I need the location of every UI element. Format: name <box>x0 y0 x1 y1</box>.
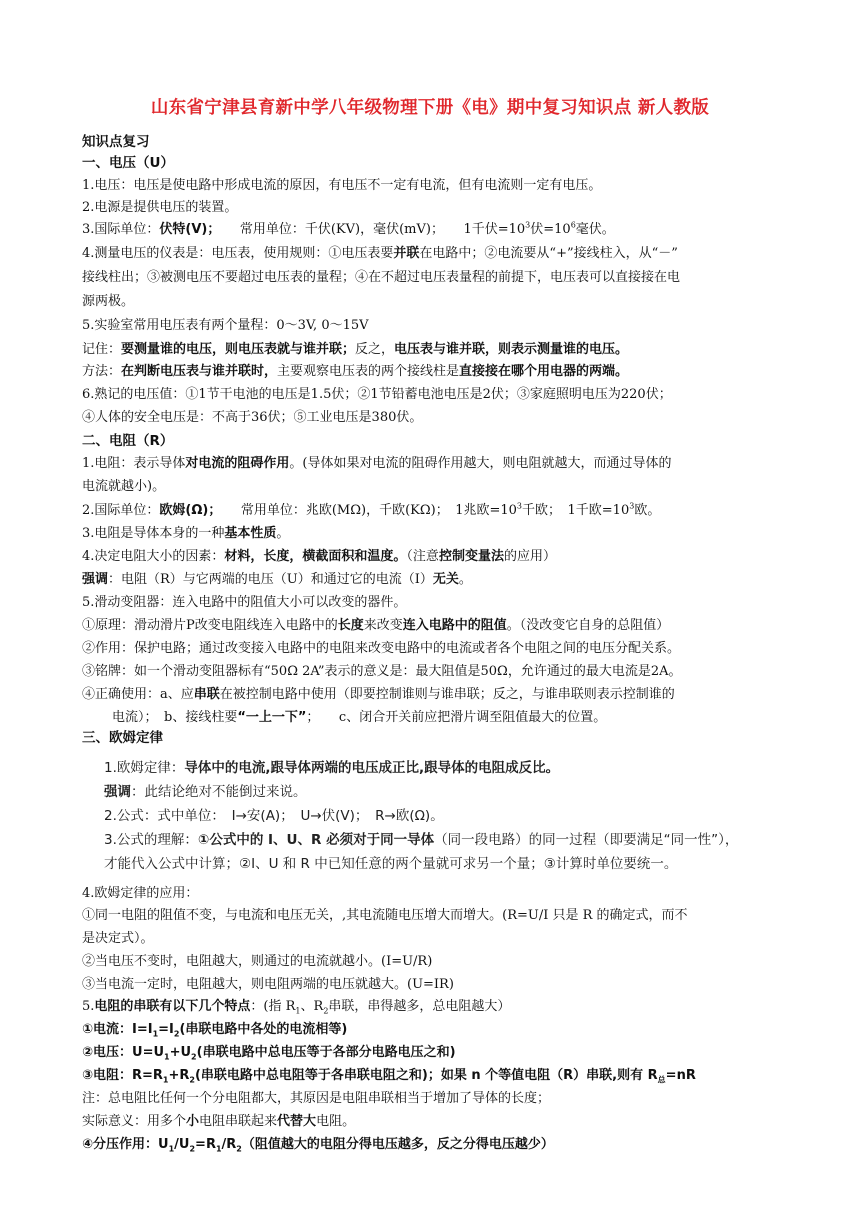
voltage-line-1: 1.电压：电压是使电路中形成电流的原因，有电压不一定有电流，但有电流则一定有电压。 <box>82 178 602 193</box>
ohms-law-emphasis: 强调：此结论绝对不能倒过来说。 <box>104 784 307 800</box>
ohms-law-image-block <box>104 752 804 876</box>
series-note: 注：总电阻比任何一个分电阻都大，其原因是电阻串联相当于增加了导体的长度； <box>82 1091 551 1106</box>
ohms-law-formula-units: 2.公式：式中单位： I→安(A)； U→伏(V)； R→欧(Ω)。 <box>104 808 444 824</box>
resistance-line-2: 2.国际单位：欧姆(Ω)； 常用单位：兆欧(MΩ)，千欧(KΩ)； 1兆欧$=10^3$千欧； 1千欧$=10^3$欧。 <box>82 501 661 518</box>
voltage-line-4-cont: 接线柱出；③被测电压不要超过电压表的量程；④在不超过电压表量程的前提下，电压表可以直接接在电 <box>82 270 681 285</box>
document-title: 山东省宁津县育新中学八年级物理下册《电》期中复习知识点 新人教版 <box>150 98 710 118</box>
resistance-line-3: 3.电阻是导体本身的一种基本性质。 <box>82 526 290 541</box>
resistance-line-1-cont: 电流就越小)。 <box>82 479 166 494</box>
voltage-line-4: 4.测量电压的仪表是：电压表，使用规则：①电压表要并联在电路中；②电流要从“+”接线柱入，从“－” <box>82 246 678 261</box>
ohms-law-understanding: 3.公式的理解：①公式中的 I、U、R 必须对于同一导体（同一段电路）的同一过程（即要满足“同一性”）， <box>104 832 739 848</box>
rheostat-usage-cont: 电流）； b、接线柱要“一上一下”； c、闭合开关前应把滑片调至阻值最大的位置。 <box>112 710 607 725</box>
voltage-line-5: 5.实验室常用电压表有两个量程：0～3V, 0～15V <box>82 318 369 333</box>
rheostat-function: ②作用：保护电路；通过改变接入电路中的电阻来改变电路中的电流或者各个电阻之间的电压分配关系。 <box>82 641 681 656</box>
series-voltage: ②电压：$U=U_1+U_2$(串联电路中总电压等于各部分电路电压之和) <box>82 1045 456 1062</box>
voltage-method: 方法：在判断电压表与谁并联时，主要观察电压表的两个接线柱是直接接在哪个用电器的两端。 <box>82 364 629 379</box>
application-1-cont: 是决定式）。 <box>82 931 154 946</box>
ohms-law-understanding-cont: 才能代入公式中计算；②I、U 和 R 中已知任意的两个量就可求另一个量；③计算时单位要统一。 <box>104 856 678 872</box>
resistance-line-1: 1.电阻：表示导体对电流的阻碍作用。(导体如果对电流的阻碍作用越大，则电阻就越大，而通过导体的 <box>82 456 672 471</box>
section-ohms-law-heading: 三、欧姆定律 <box>82 730 163 746</box>
voltage-line-4-end: 源两极。 <box>82 294 135 309</box>
application-1: ①同一电阻的阻值不变，与电流和电压无关，,其电流随电压增大而增大。(R=U/I 只是 R 的确定式，而不 <box>82 908 688 923</box>
resistance-line-5: 5.滑动变阻器：连入电路中的阻值大小可以改变的器件。 <box>82 595 407 610</box>
voltage-line-6-cont: ④人体的安全电压是：不高于36伏；⑤工业电压是380伏。 <box>82 410 423 425</box>
voltage-line-6: 6.熟记的电压值：①1节干电池的电压是1.5伏；②1节铅蓄电池电压是2伏；③家庭照明电压为220伏； <box>82 387 672 402</box>
rheostat-nameplate: ③铭牌：如一个滑动变阻器标有“50Ω 2A”表示的意义是：最大阻值是50Ω，允许通过的最大电流是2A。 <box>82 664 682 679</box>
ohms-law-statement: 1.欧姆定律：导体中的电流,跟导体两端的电压成正比,跟导体的电阻成反比。 <box>104 760 560 776</box>
review-heading: 知识点复习 <box>82 134 150 150</box>
application-3: ③当电流一定时，电阻越大，则电阻两端的电压就越大。(U=IR) <box>82 977 454 992</box>
voltage-remember: 记住：要测量谁的电压，则电压表就与谁并联；反之，电压表与谁并联，则表示测量谁的电压。 <box>82 342 629 357</box>
resistance-line-4: 4.决定电阻大小的因素：材料，长度，横截面积和温度。（注意控制变量法的应用） <box>82 549 556 564</box>
rheostat-principle: ①原理：滑动滑片P改变电阻线连入电路中的长度来改变连入电路中的阻值。（没改变它自身的总阻值） <box>82 618 670 633</box>
series-voltage-division: ④分压作用：$U_1/U_2=R_1/R_2$（阻值越大的电阻分得电压越多，反之分得电压越少） <box>82 1137 554 1154</box>
resistance-emphasis: 强调：电阻（R）与它两端的电压（U）和通过它的电流（I）无关。 <box>82 572 472 587</box>
application-2: ②当电压不变时，电阻越大，则通过的电流就越小。(I=U/R) <box>82 954 433 969</box>
section-resistance-heading: 二、电阻（R） <box>82 433 174 449</box>
rheostat-usage: ④正确使用：a、应串联在被控制电路中使用（即要控制谁则与谁串联；反之，与谁串联则表示控制谁的 <box>82 687 675 702</box>
ohms-law-applications: 4.欧姆定律的应用： <box>82 886 199 901</box>
series-resistance: ③电阻：$R=R_1+R_2$(串联电路中总电阻等于各串联电阻之和)；如果 n 个等值电阻（R）串联,则有 $R_总=nR$ <box>82 1068 696 1085</box>
series-meaning: 实际意义：用多个小电阻串联起来代替大电阻。 <box>82 1114 356 1129</box>
series-current: ①电流：$I=I_1=I_2$(串联电路中各处的电流相等) <box>82 1022 348 1039</box>
voltage-line-3: 3.国际单位：伏特(V)； 常用单位：千伏(KV)，毫伏(mV)； 1千伏$=10^3$伏$=10^6$毫伏。 <box>82 220 615 237</box>
series-features: 5.电阻的串联有以下几个特点：(指 $R_1$、$R_2$串联，串得越多，总电阻越大） <box>82 999 511 1016</box>
section-voltage-heading: 一、电压（U） <box>82 155 174 171</box>
voltage-line-2: 2.电源是提供电压的装置。 <box>82 200 238 215</box>
